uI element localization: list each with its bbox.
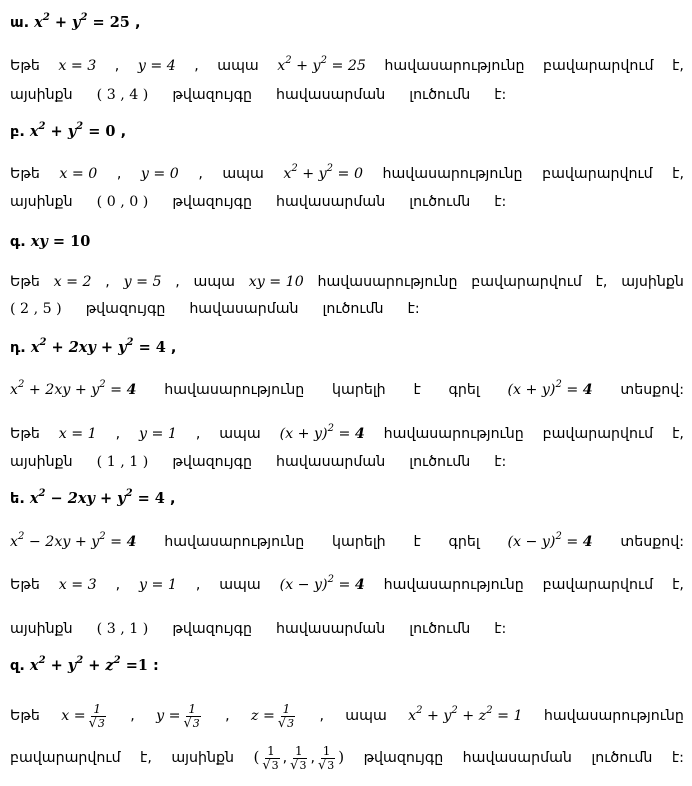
item-f-sentence-2: բավարարվում է, այսինքն ( $\frac{1}{√3}$ , $\frac{1}{√3}$ , $\frac{1}{√3}$ ) թվազույգը հավասարման լուծումն է: xyxy=(10,743,684,773)
item-e-heading: ե. $x^2 - 2xy + y^2 = 4$ , xyxy=(10,488,176,507)
item-e-rewrite: $x^2 - 2xy + y^2 = 4$ հավասարությունը կարելի է գրել $(x - y)^2 = 4$ տեսքով: xyxy=(10,531,684,550)
item-a-sentence-1: Եթե x = 3 , y = 4 , ապա $x^2 + y^2 = 25$ հավասարությունը բավարարվում է, xyxy=(10,55,684,74)
item-b-sentence-2: այսինքն ( 0 , 0 ) թվազույգը հավասարման լուծումն է: xyxy=(10,194,507,210)
item-c-heading: գ. xy = 10 xyxy=(10,233,91,250)
item-c-sentence-2: ( 2 , 5 ) թվազույգը հավասարման լուծումն է: xyxy=(10,301,420,317)
fraction: $\frac{1}{√3}$ xyxy=(277,701,295,731)
item-e-sentence-2: այսինքն ( 3 , 1 ) թվազույգը հավասարման լուծումն է: xyxy=(10,621,507,637)
item-b-heading: բ. $x^2 + y^2 = 0$ , xyxy=(10,121,127,140)
item-f-sentence-1: Եթե x = $\frac{1}{√3}$ , y = $\frac{1}{√3}$ , z = $\frac{1}{√3}$ , ապա $x^2 + y^2 + z^2 = 1$ հավասարությունը xyxy=(10,701,684,731)
item-d-sentence-1: Եթե x = 1 , y = 1 , ապա $(x + y)^2 = 4$ հավասարությունը բավարարվում է, xyxy=(10,423,684,442)
item-f-heading: զ. $x^2 + y^2 + z^2 =1$ : xyxy=(10,655,159,674)
item-d-rewrite: $x^2 + 2xy + y^2 = 4$ հավասարությունը կարելի է գրել $(x + y)^2 = 4$ տեսքով: xyxy=(10,379,684,398)
item-c-sentence-1: Եթե x = 2 , y = 5 , ապա xy = 10 հավասարությունը բավարարվում է, այսինքն xyxy=(10,274,684,290)
item-e-sentence-1: Եթե x = 3 , y = 1 , ապա $(x - y)^2 = 4$ հավասարությունը բավարարվում է, xyxy=(10,574,684,593)
item-d-heading: դ. $x^2 + 2xy + y^2 = 4$ , xyxy=(10,337,177,356)
item-d-sentence-2: այսինքն ( 1 , 1 ) թվազույգը հավասարման լուծումն է: xyxy=(10,454,507,470)
fraction: $\frac{1}{√3}$ xyxy=(88,701,105,731)
item-a-sentence-2: այսինքն ( 3 , 4 ) թվազույգը հավասարման լուծումն է: xyxy=(10,87,507,103)
item-b-sentence-1: Եթե x = 0 , y = 0 , ապա $x^2 + y^2 = 0$ հավասարությունը բավարարվում է, xyxy=(10,163,684,182)
fraction: $\frac{1}{√3}$ xyxy=(183,701,200,731)
item-a-heading: ա. $x^2 + y^2 = 25$ , xyxy=(10,12,141,31)
